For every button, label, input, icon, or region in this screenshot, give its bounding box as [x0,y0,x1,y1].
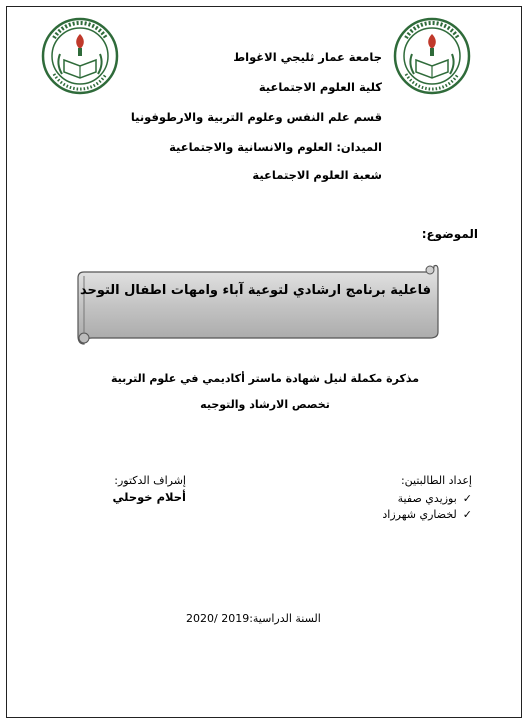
student-name: بوزيدي صفية [397,492,457,505]
scroll-banner [70,262,442,346]
list-item [382,492,472,505]
preparation-block [382,474,472,524]
checkmark-icon: ✓ [462,492,472,505]
thesis-title: فاعلية برنامج ارشادي لتوعية آباء وامهات اطفال التوحد [79,283,432,298]
student-name: لخضاري شهرزاد [382,508,457,521]
degree-line: مذكرة مكملة لنيل شهادة ماستر أكاديمي في علوم التربية [110,372,420,385]
university-name: جامعة عمار ثليجي الاغواط [233,50,382,64]
supervisor-name: أحلام خوحلي [112,490,186,504]
academic-year: السنة الدراسية:2019 /2020 [186,612,321,625]
branch-name: شعبة العلوم الاجتماعية [252,168,382,182]
preparation-label: إعداد الطالبتين: [400,474,472,487]
checkmark-icon: ✓ [462,508,472,521]
university-seal-icon [392,16,472,96]
supervision-block [112,474,186,504]
supervisor-label: إشراف الدكتور: [114,474,186,487]
subject-label: الموضوع: [421,227,478,241]
list-item [382,508,472,521]
department-name: قسم علم النفس وعلوم التربية والارطوفونيا [130,110,382,124]
university-seal-icon [40,16,120,96]
faculty-name: كلية العلوم الاجتماعية [258,80,382,94]
specialty-line: تخصص الارشاد والتوجيه [200,398,330,411]
field-name: الميدان: العلوم والانسانية والاجتماعية [169,140,382,154]
